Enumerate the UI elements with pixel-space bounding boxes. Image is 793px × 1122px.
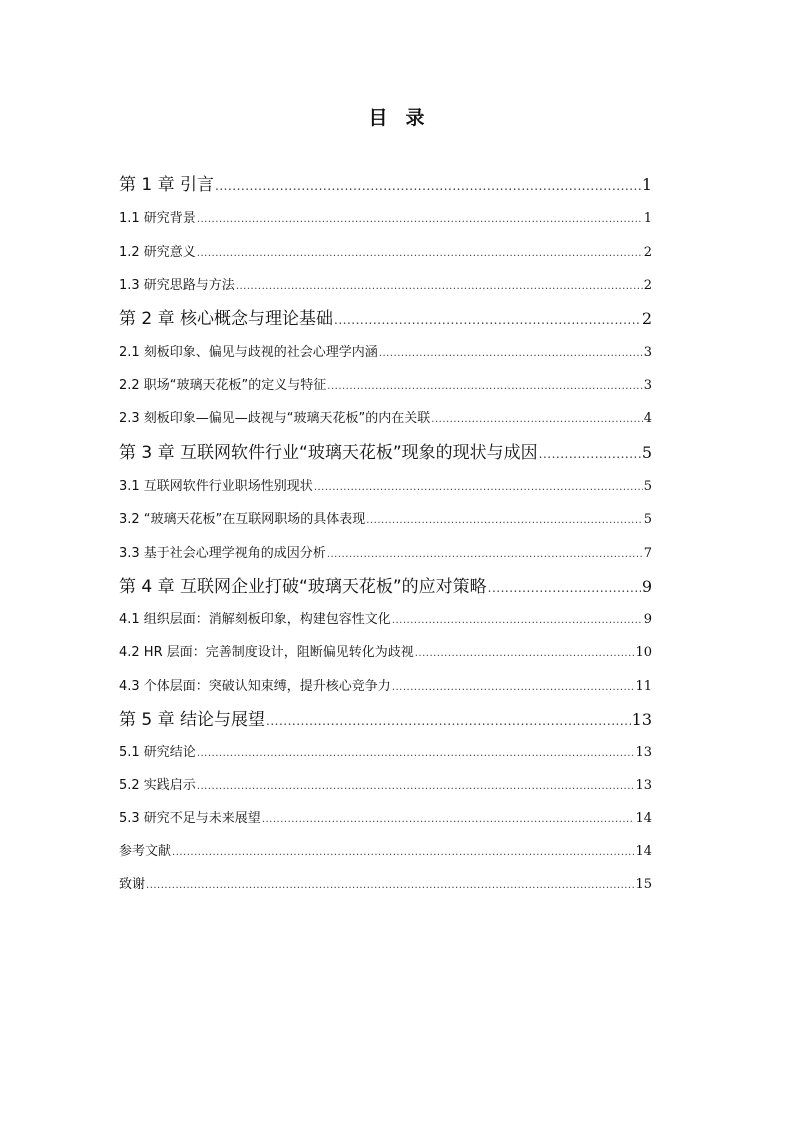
dot-leader — [197, 781, 635, 792]
toc-entry-page: 11 — [635, 679, 652, 694]
toc-entry[interactable] — [119, 572, 652, 597]
toc-entry-label: 第 5 章 结论与展望 — [119, 710, 266, 730]
toc-entry[interactable] — [119, 641, 652, 660]
toc-entry-page: 3 — [643, 345, 652, 360]
toc-entry[interactable] — [119, 873, 652, 892]
dot-leader — [197, 248, 643, 259]
toc-entry-label: 4.1 组织层面：消解刻板印象，构建包容性文化 — [119, 612, 391, 627]
toc-entry-page: 9 — [643, 612, 652, 627]
dot-leader — [379, 348, 643, 359]
toc-entry[interactable] — [119, 807, 652, 826]
dot-leader — [172, 847, 634, 858]
toc-entry-label: 5.1 研究结论 — [119, 745, 196, 760]
toc-entry-label: 5.3 研究不足与未来展望 — [119, 811, 261, 826]
toc-entry[interactable] — [119, 741, 652, 760]
toc-entry-page: 5 — [643, 512, 652, 527]
toc-entry-page: 7 — [643, 546, 652, 561]
toc-entry-page: 5 — [641, 443, 652, 462]
dot-leader — [266, 714, 631, 728]
toc-entry-label: 1.1 研究背景 — [119, 211, 196, 226]
toc-entry-page: 4 — [643, 411, 652, 426]
toc-entry[interactable] — [119, 438, 652, 463]
toc-entry-page: 9 — [641, 577, 652, 596]
toc-entry-page: 2 — [641, 309, 652, 328]
toc-entry-label: 4.3 个体层面：突破认知束缚，提升核心竞争力 — [119, 679, 391, 694]
toc-entry[interactable] — [119, 241, 652, 260]
toc-entry-page: 13 — [635, 745, 652, 760]
toc-entry-page: 2 — [643, 245, 652, 260]
toc-entry-label: 1.2 研究意义 — [119, 245, 196, 260]
dot-leader — [197, 214, 643, 225]
toc-entry[interactable] — [119, 475, 652, 494]
dot-leader — [539, 447, 641, 461]
toc-entry[interactable] — [119, 705, 652, 730]
dot-leader — [146, 880, 634, 891]
toc-title: 目录 — [368, 107, 443, 129]
dot-leader — [327, 381, 642, 392]
dot-leader — [431, 414, 642, 425]
toc-entry[interactable] — [119, 840, 652, 859]
toc-entry-page: 3 — [643, 378, 652, 393]
toc-entry[interactable] — [119, 341, 652, 360]
toc-entry-label: 5.2 实践启示 — [119, 778, 196, 793]
dot-leader — [262, 814, 635, 825]
toc-entry-label: 2.1 刻板印象、偏见与歧视的社会心理学内涵 — [119, 345, 378, 360]
dot-leader — [366, 515, 642, 526]
toc-entry-label: 3.1 互联网软件行业职场性别现状 — [119, 479, 313, 494]
dot-leader — [197, 748, 635, 759]
toc-entry[interactable] — [119, 407, 652, 426]
toc-entry-label: 致谢 — [119, 877, 146, 892]
dot-leader — [236, 281, 643, 292]
dot-leader — [415, 648, 635, 659]
toc-entry-label: 第 3 章 互联网软件行业“玻璃天花板”现象的现状与成因 — [119, 443, 538, 463]
toc-entry-page: 10 — [635, 645, 652, 660]
dot-leader — [392, 682, 635, 693]
dot-leader — [334, 313, 641, 327]
dot-leader — [215, 179, 641, 193]
toc-entry-page: 13 — [635, 778, 652, 793]
toc-entry-label: 3.2 “玻璃天花板”在互联网职场的具体表现 — [119, 512, 366, 527]
toc-entry-label: 3.3 基于社会心理学视角的成因分析 — [119, 546, 326, 561]
toc-entry-label: 第 2 章 核心概念与理论基础 — [119, 309, 334, 329]
toc-entry-label: 2.3 刻板印象—偏见—歧视与“玻璃天花板”的内在关联 — [119, 411, 431, 426]
toc-entry[interactable] — [119, 207, 652, 226]
toc-entry-page: 13 — [631, 710, 652, 729]
toc-entry-label: 1.3 研究思路与方法 — [119, 278, 235, 293]
toc-entry-label: 4.2 HR 层面：完善制度设计，阻断偏见转化为歧视 — [119, 645, 414, 660]
toc-entry[interactable] — [119, 774, 652, 793]
dot-leader — [488, 581, 641, 595]
toc-entry-page: 14 — [635, 811, 652, 826]
toc-entry-page: 5 — [643, 479, 652, 494]
toc-entry-page: 2 — [643, 278, 652, 293]
toc-entry-page: 1 — [641, 175, 652, 194]
toc-entry[interactable] — [119, 304, 652, 329]
toc-entry-label: 第 4 章 互联网企业打破“玻璃天花板”的应对策略 — [119, 577, 487, 597]
toc-entry-page: 15 — [635, 877, 652, 892]
toc-entry-label: 2.2 职场“玻璃天花板”的定义与特征 — [119, 378, 327, 393]
dot-leader — [327, 549, 643, 560]
toc-entry[interactable] — [119, 508, 652, 527]
toc-entry-label: 第 1 章 引言 — [119, 175, 215, 195]
toc-entry-page: 14 — [635, 844, 652, 859]
toc-entry[interactable] — [119, 608, 652, 627]
toc-entry-label: 参考文献 — [119, 844, 172, 859]
toc-entry[interactable] — [119, 675, 652, 694]
toc-entry[interactable] — [119, 274, 652, 293]
toc-entry[interactable] — [119, 170, 652, 195]
toc-entry[interactable] — [119, 374, 652, 393]
dot-leader — [392, 615, 643, 626]
dot-leader — [314, 482, 643, 493]
toc-entry-page: 1 — [643, 211, 652, 226]
toc-entry[interactable] — [119, 542, 652, 561]
